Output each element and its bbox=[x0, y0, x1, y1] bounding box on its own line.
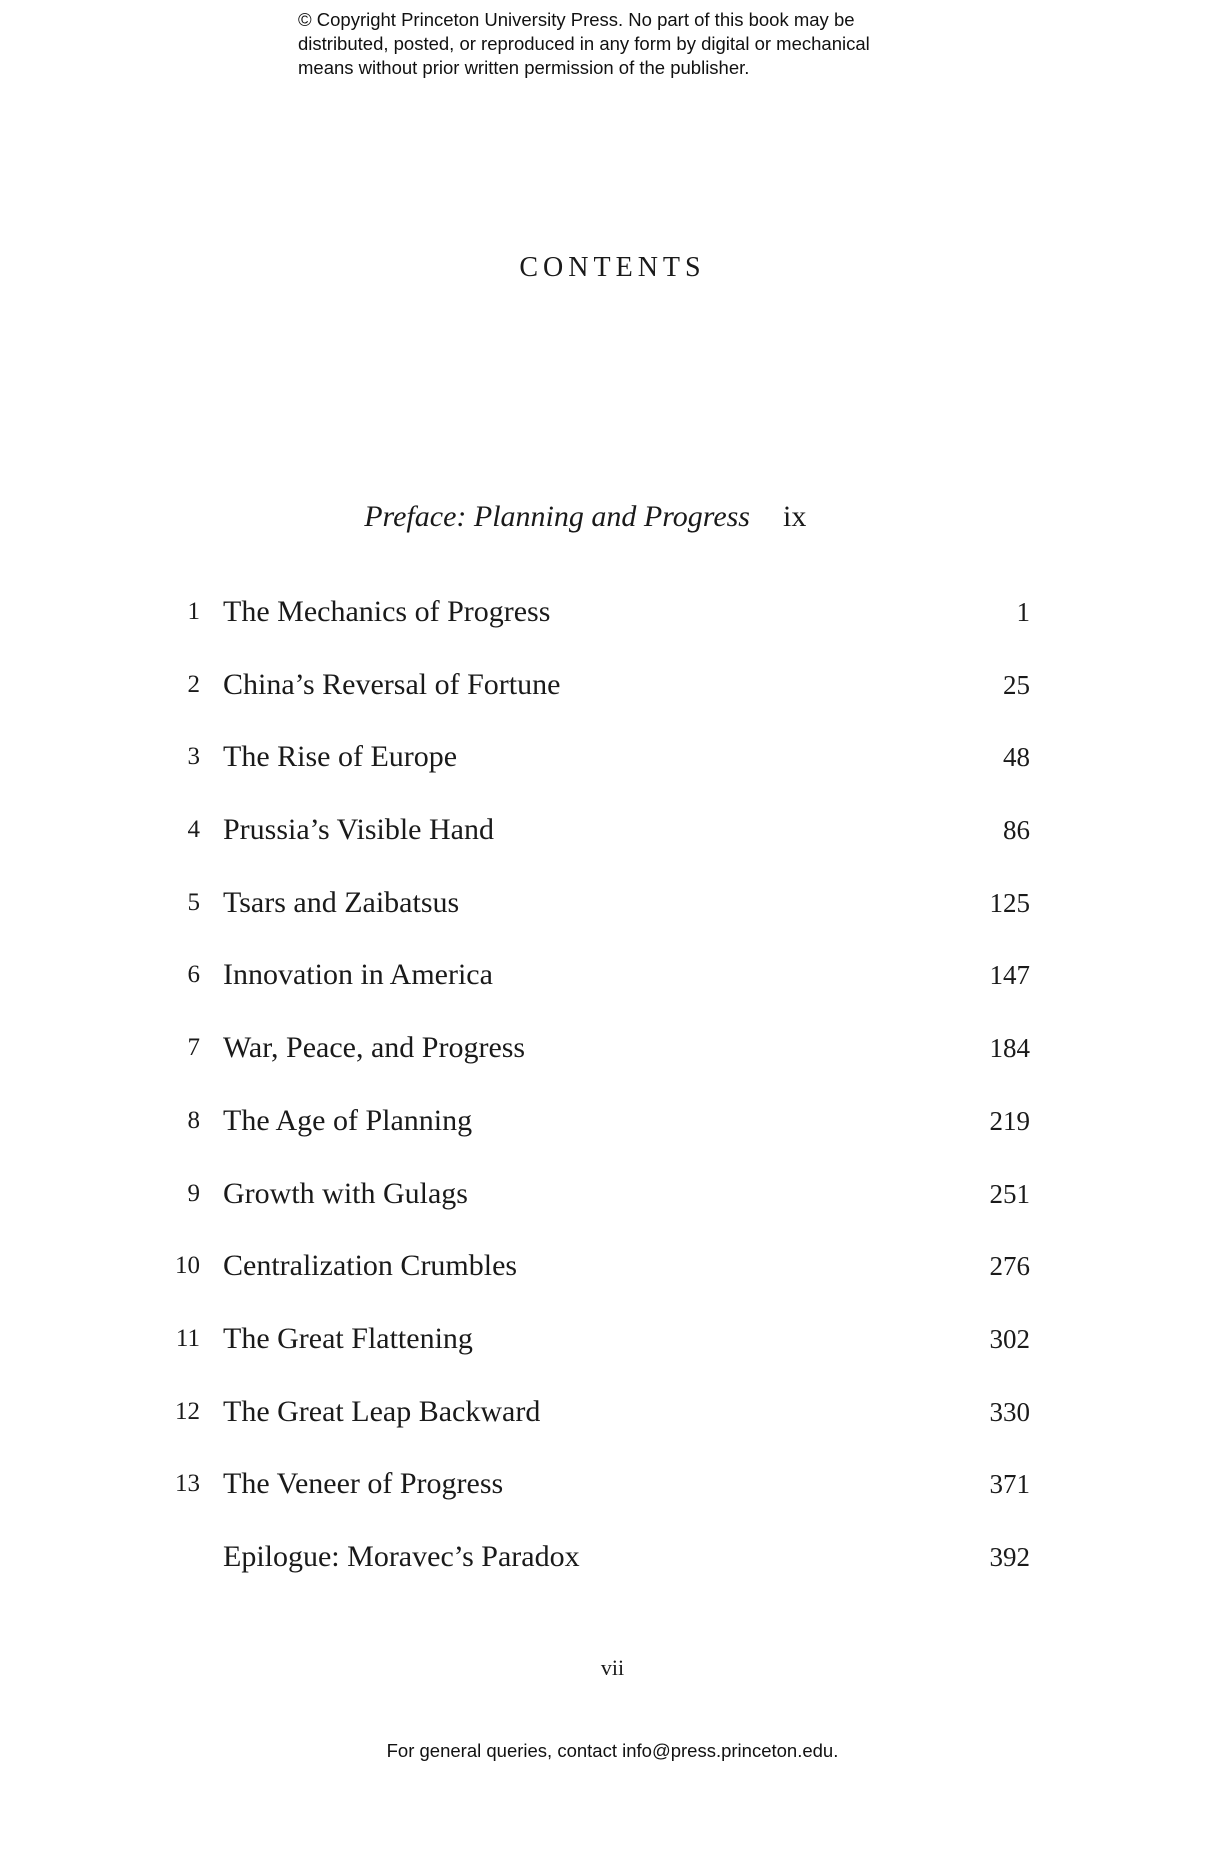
chapter-number: 6 bbox=[187, 961, 200, 989]
preface-title: Preface: Planning and Progress bbox=[364, 500, 750, 533]
copyright-notice bbox=[298, 8, 938, 80]
chapter-page-number: 147 bbox=[989, 960, 1030, 991]
chapter-page-number: 1 bbox=[1016, 597, 1030, 627]
page-folio: vii bbox=[600, 1655, 625, 1680]
toc-entry-8[interactable] bbox=[0, 1101, 1225, 1174]
toc-preface-entry[interactable] bbox=[0, 500, 1225, 540]
chapter-title: War, Peace, and Progress bbox=[223, 1031, 526, 1065]
copyright-line: means without prior written permission of the publisher. bbox=[298, 57, 750, 78]
copyright-line: distributed, posted, or reproduced in any form by digital or mechanical bbox=[298, 33, 870, 54]
chapter-title: Prussia’s Visible Hand bbox=[223, 813, 494, 847]
toc-entry-3[interactable] bbox=[0, 737, 1225, 810]
chapter-title: The Rise of Europe bbox=[223, 740, 458, 774]
chapter-number: 13 bbox=[175, 1470, 200, 1498]
chapter-page-number: 48 bbox=[1003, 742, 1030, 773]
chapter-page-number: 25 bbox=[1003, 669, 1030, 700]
chapter-page-number: 251 bbox=[989, 1178, 1030, 1209]
chapter-page-number: 184 bbox=[989, 1033, 1030, 1064]
preface-page-number: ix bbox=[783, 500, 807, 533]
chapter-title: Innovation in America bbox=[223, 958, 493, 992]
chapter-number: 8 bbox=[187, 1106, 200, 1134]
chapter-number: 7 bbox=[187, 1034, 200, 1062]
toc-entry-4[interactable] bbox=[0, 810, 1225, 883]
chapter-title: Centralization Crumbles bbox=[223, 1249, 518, 1283]
toc-entry-11[interactable] bbox=[0, 1319, 1225, 1392]
chapter-number: 12 bbox=[175, 1397, 200, 1425]
chapter-page-number: 276 bbox=[989, 1251, 1030, 1282]
chapter-number: 10 bbox=[175, 1252, 200, 1280]
chapter-number: 2 bbox=[187, 670, 200, 698]
chapter-title: China’s Reversal of Fortune bbox=[223, 667, 561, 701]
chapter-page-number: 371 bbox=[989, 1469, 1030, 1500]
chapter-page-number: 86 bbox=[1003, 815, 1030, 846]
toc-entry-7[interactable] bbox=[0, 1028, 1225, 1101]
chapter-page-number: 330 bbox=[989, 1396, 1030, 1427]
chapter-number: 11 bbox=[175, 1324, 200, 1352]
toc-entry-12[interactable] bbox=[0, 1392, 1225, 1465]
chapter-title: The Great Flattening bbox=[223, 1321, 473, 1355]
footer-contact: For general queries, contact info@press.princeton.edu. bbox=[386, 1740, 839, 1761]
chapter-number: 4 bbox=[187, 816, 200, 844]
chapter-title: The Mechanics of Progress bbox=[223, 595, 551, 628]
chapter-page-number: 302 bbox=[989, 1323, 1030, 1354]
chapter-number: 9 bbox=[187, 1179, 200, 1207]
toc-entry-epilogue[interactable] bbox=[0, 1537, 1225, 1610]
toc-entry-10[interactable] bbox=[0, 1246, 1225, 1319]
copyright-line: © Copyright Princeton University Press. No part of this book may be bbox=[298, 9, 855, 30]
chapter-page-number: 219 bbox=[989, 1105, 1030, 1136]
chapter-number: 1 bbox=[187, 598, 200, 625]
chapter-page-number: 392 bbox=[989, 1541, 1030, 1572]
table-of-contents bbox=[0, 592, 1225, 1610]
chapter-number: 5 bbox=[187, 888, 200, 916]
page-title: CONTENTS bbox=[519, 252, 706, 283]
chapter-title: Tsars and Zaibatsus bbox=[223, 885, 460, 919]
toc-entry-13[interactable] bbox=[0, 1464, 1225, 1537]
chapter-title: The Great Leap Backward bbox=[223, 1394, 541, 1428]
chapter-title: Growth with Gulags bbox=[223, 1176, 468, 1210]
toc-entry-6[interactable] bbox=[0, 955, 1225, 1028]
toc-entry-1[interactable] bbox=[0, 592, 1225, 665]
chapter-title: Epilogue: Moravec’s Paradox bbox=[223, 1539, 580, 1573]
toc-entry-5[interactable] bbox=[0, 883, 1225, 956]
toc-entry-2[interactable] bbox=[0, 665, 1225, 738]
chapter-title: The Veneer of Progress bbox=[223, 1467, 504, 1501]
chapter-number: 3 bbox=[187, 743, 200, 771]
chapter-title: The Age of Planning bbox=[223, 1103, 473, 1137]
chapter-page-number: 125 bbox=[989, 887, 1030, 918]
toc-entry-9[interactable] bbox=[0, 1174, 1225, 1247]
